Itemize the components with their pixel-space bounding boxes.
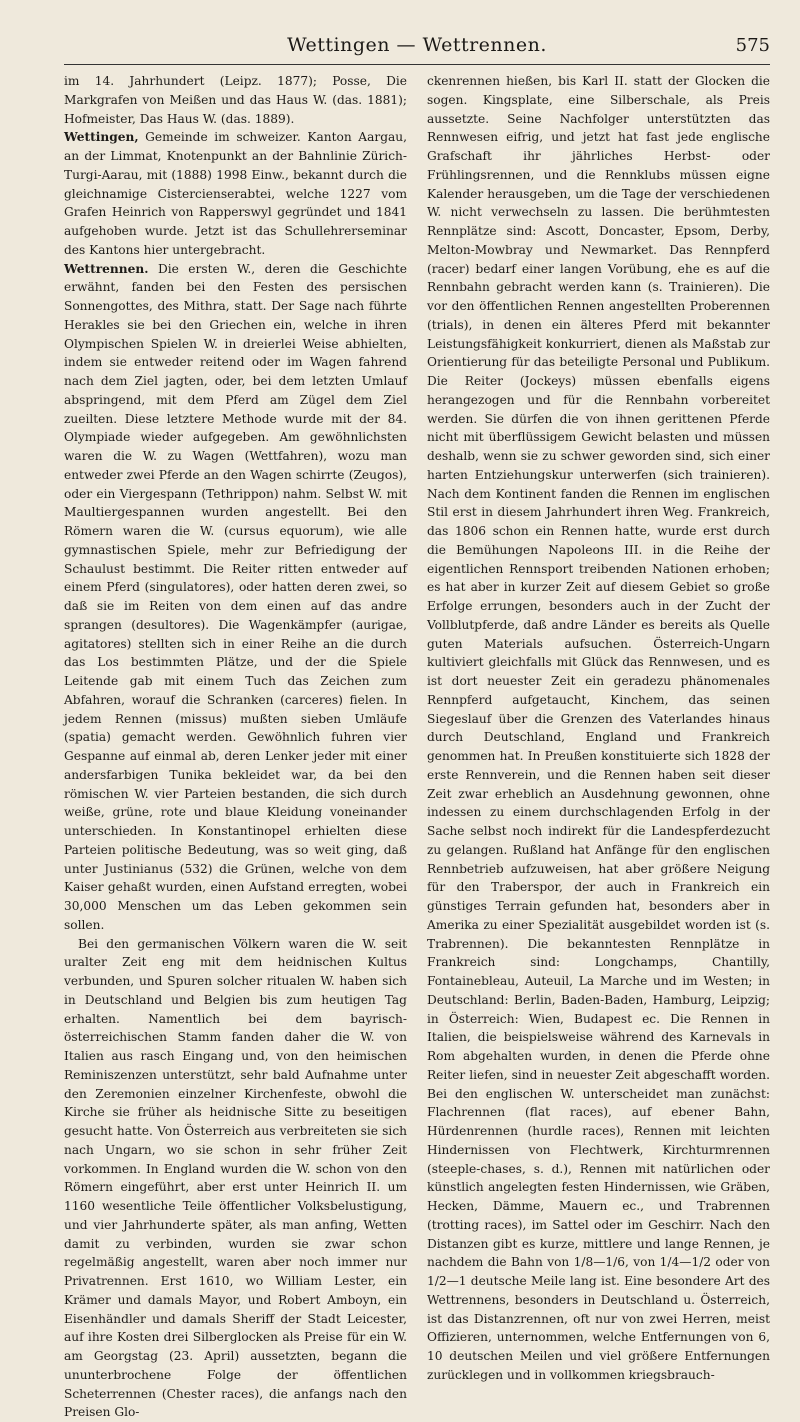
left-column: [64, 72, 407, 1262]
text-columns: [64, 72, 770, 1262]
continuation-paragraph: ckenrennen hießen, bis Karl II. statt der Glocken die sogen. Kingsplate, eine Silberschale, als Preis aussetzte. Seine Nachfolger unterstützten das Rennwesen eifrig, und jetzt hat fast jede englische Grafschaft ihr jährliches Herbst- oder Frühlingsrennen, und die Rennklubs müssen eigne Kalender herausgeben, um die Tage der verschiedenen W. nicht verwechseln zu lassen. Die berühmtesten Rennplätze sind: Ascott, Doncaster, Epsom, Derby, Melton-Mowbray und Newmarket. Das Rennpferd (racer) bedarf einer langen Vorübung, ehe es auf die Rennbahn gebracht werden kann (s. Trainieren). Die vor den öffentlichen Rennen angestellten Proberennen (trials), in denen ein älteres Pferd mit bekannter Leistungsfähigkeit konkurriert, dienen als Maßstab zur Orientierung für das beteiligte Personal und Publikum. Die Reiter (Jockeys) müssen ebenfalls eigens herangezogen und für die Rennbahn vorbereitet werden. Sie dürfen die von ihnen gerittenen Pferde nicht mit überflüssigem Gewicht belasten und müssen deshalb, wenn sie zu schwer geworden sind, sich einer harten Entziehungskur unterwerfen (sich trainieren). Nach dem Kontinent fanden die Rennen im englischen Stil erst in diesem Jahrhundert ihren Weg. Frankreich, das 1806 schon ein Rennen hatte, wurde erst durch die Bemühungen Napoleons III. in die Reihe der eigentlichen Rennsport treibenden Nationen erhoben; es hat aber in kurzer Zeit auf diesem Gebiet so große Erfolge errungen, besonders auch in der Zucht der Vollblutpferde, daß andre Länder es bereits als Quelle guten Materials aufsuchen. Österreich-Ungarn kultiviert gleichfalls mit Glück das Rennwesen, und es ist dort neuester Zeit ein geradezu phänomenales Rennpferd aufgetaucht, Kinchem, das seinen Siegeslauf über die Grenzen des Vaterlandes hinaus durch Deutschland, England und Frankreich genommen hat. In Preußen konstituierte sich 1828 der erste Rennverein, und die Rennen haben seit dieser Zeit zwar erheblich an Ausdehnung gewonnen, ohne indessen zu einem durchschlagenden Erfolg in der Sache selbst noch indirekt für die Landespferdezucht zu gelangen. Rußland hat Anfänge für den englischen Rennbetrieb aufzuweisen, hat aber größere Neigung für den Traberspor, der auch in Frankreich ein günstiges Terrain gefunden hat, besonders aber in Amerika zu einer Spezialität ausgebildet worden ist (s. Trabrennen). Die bekanntesten Rennplätze in Frankreich sind: Longchamps, Chantilly, Fontainebleau, Auteuil, La Marche und im Westen; in Deutschland: Berlin, Baden-Baden, Hamburg, Leipzig; in Österreich: Wien, Budapest ec. Die Rennen in Italien, die beispielsweise während des Karnevals in Rom abgehalten wurden, in denen die Pferde ohne Reiter liefen, sind in neuester Zeit abgeschafft worden. Bei den englischen W. unterscheidet man zunächst: Flachrennen (flat races), auf ebener Bahn, Hürdenrennen (hurdle races), Rennen mit leichten Hindernissen von Flechtwerk, Kirchturmrennen (steeple-chases, s. d.), Rennen mit natürlichen oder künstlich angelegten festen Hindernissen, wie Gräben, Hecken, Dämme, Mauern ec., und Trabrennen (trotting races), im Sattel oder im Geschirr. Nach den Distanzen gibt es kurze, mittlere und lange Rennen, je nachdem die Bahn von 1/8—1/6, von 1/4—1/2 oder von 1/2—1 deutsche Meile lang ist. Eine besondere Art des Wettrennens, besonders in Deutschland u. Österreich, ist das Distanzrennen, oft nur von zwei Herren, meist Offizieren, unternommen, welche Entfernungen von 6, 10 deutschen Meilen und viel größere Entfernungen zurücklegen und in vollkommen kriegsbrauch-: [427, 72, 770, 1385]
entry-wettrennen: [64, 260, 407, 935]
paragraph: Bei den germanischen Völkern waren die W. seit uralter Zeit eng mit dem heidnischen Kultus verbunden, und Spuren solcher ritualen W. haben sich in Deutschland und Belgien bis zum heutigen Tag erhalten. Namentlich bei dem bayrisch-österreichischen Stamm fanden daher die W. von Italien aus rasch Eingang und, von den heimischen Reminiszenzen unterstützt, sehr bald Aufnahme unter den Zeremonien einzelner Kirchenfeste, obwohl die Kirche sie früher als heidnische Sitte zu beseitigen gesucht hatte. Von Österreich aus verbreiteten sie sich nach Ungarn, wo sie schon in sehr früher Zeit vorkommen. In England wurden die W. schon von den Römern eingeführt, aber erst unter Heinrich II. um 1160 wesentliche Teile öffentlicher Volksbelustigung, und vier Jahrhunderte später, als man anfing, Wetten damit zu verbinden, wurden sie zwar schon regelmäßig angestellt, waren aber noch immer nur Privatrennen. Erst 1610, wo William Lester, ein Krämer und damals Mayor, und Robert Amboyn, ein Eisenhändler und damals Sheriff der Stadt Leicester, auf ihre Kosten drei Silberglocken als Preise für ein W. am Georgstag (23. April) aussetzten, begann die ununterbrochene Folge der öffentlichen Scheterrennen (Chester races), die anfangs nach den Preisen Glo-: [64, 935, 407, 1422]
entry-text: Gemeinde im schweizer. Kanton Aargau, an der Limmat, Knotenpunkt an der Bahnlinie Zürich-Turgi-Aarau, mit (1888) 1998 Einw., bekannt durch die gleichnamige Cistercienserabtei, welche 1227 vom Grafen Heinrich von Rapperswyl gegründet und 1841 aufgehoben wurde. Jetzt ist das Schullehrerseminar des Kantons hier untergebracht.: [64, 130, 407, 257]
right-column: [427, 72, 770, 1262]
page-number: 575: [736, 35, 770, 56]
entry-headword: Wettrennen.: [64, 262, 148, 276]
running-title: Wettingen — Wettrennen.: [64, 34, 770, 56]
entry-headword: Wettingen,: [64, 130, 139, 144]
page-header: [64, 34, 770, 62]
continuation-paragraph: im 14. Jahrhundert (Leipz. 1877); Posse, Die Markgrafen von Meißen und das Haus W. (das. 1881); Hofmeister, Das Haus W. (das. 1889).: [64, 72, 407, 128]
entry-text: Die ersten W., deren die Geschichte erwähnt, fanden bei den Festen des persischen Sonnengottes, des Mithra, statt. Der Sage nach führte Herakles sie bei den Griechen ein, welche in ihren Olympischen Spielen W. in dreierlei Weise abhielten, indem sie entweder reitend oder im Wagen fahrend nach dem Ziel jagten, oder, bei dem letzten Umlauf abspringend, mit dem Pferd am Zügel dem Ziel zueilten. Diese letztere Methode wurde mit der 84. Olympiade wieder aufgegeben. Am gewöhnlichsten waren die W. zu Wagen (Wettfahren), wozu man entweder zwei Pferde an den Wagen schirrte (Zeugos), oder ein Viergespann (Tethrippon) nahm. Selbst W. mit Maultiergespannen wurden angestellt. Bei den Römern waren die W. (cursus equorum), wie alle gymnastischen Spiele, mehr zur Befriedigung der Schaulust bestimmt. Die Reiter ritten entweder auf einem Pferd (singulatores), oder hatten deren zwei, so daß sie im Reiten von dem einen auf das andre sprangen (desultores). Die Wagenkämpfer (aurigae, agitatores) stellten sich in einer Reihe an die durch das Los bestimmten Plätze, und der die Spiele Leitende gab mit einem Tuch das Zeichen zum Abfahren, worauf die Schranken (carceres) fielen. In jedem Rennen (missus) mußten sieben Umläufe (spatia) gemacht werden. Gewöhnlich fuhren vier Gespanne auf einmal ab, deren Lenker jeder mit einer andersfarbigen Tunika bekleidet war, da bei den römischen W. vier Parteien bestanden, die sich durch weiße, grüne, rote und blaue Kleidung voneinander unterschieden. In Konstantinopel erhielten diese Parteien politische Bedeutung, was so weit ging, daß unter Justinianus (532) die Grünen, welche von dem Kaiser gehaßt wurden, einen Aufstand erregten, wobei 30,000 Menschen um das Leben gekommen sein sollen.: [64, 262, 407, 932]
entry-wettingen: [64, 128, 407, 259]
header-rule: [64, 64, 770, 65]
